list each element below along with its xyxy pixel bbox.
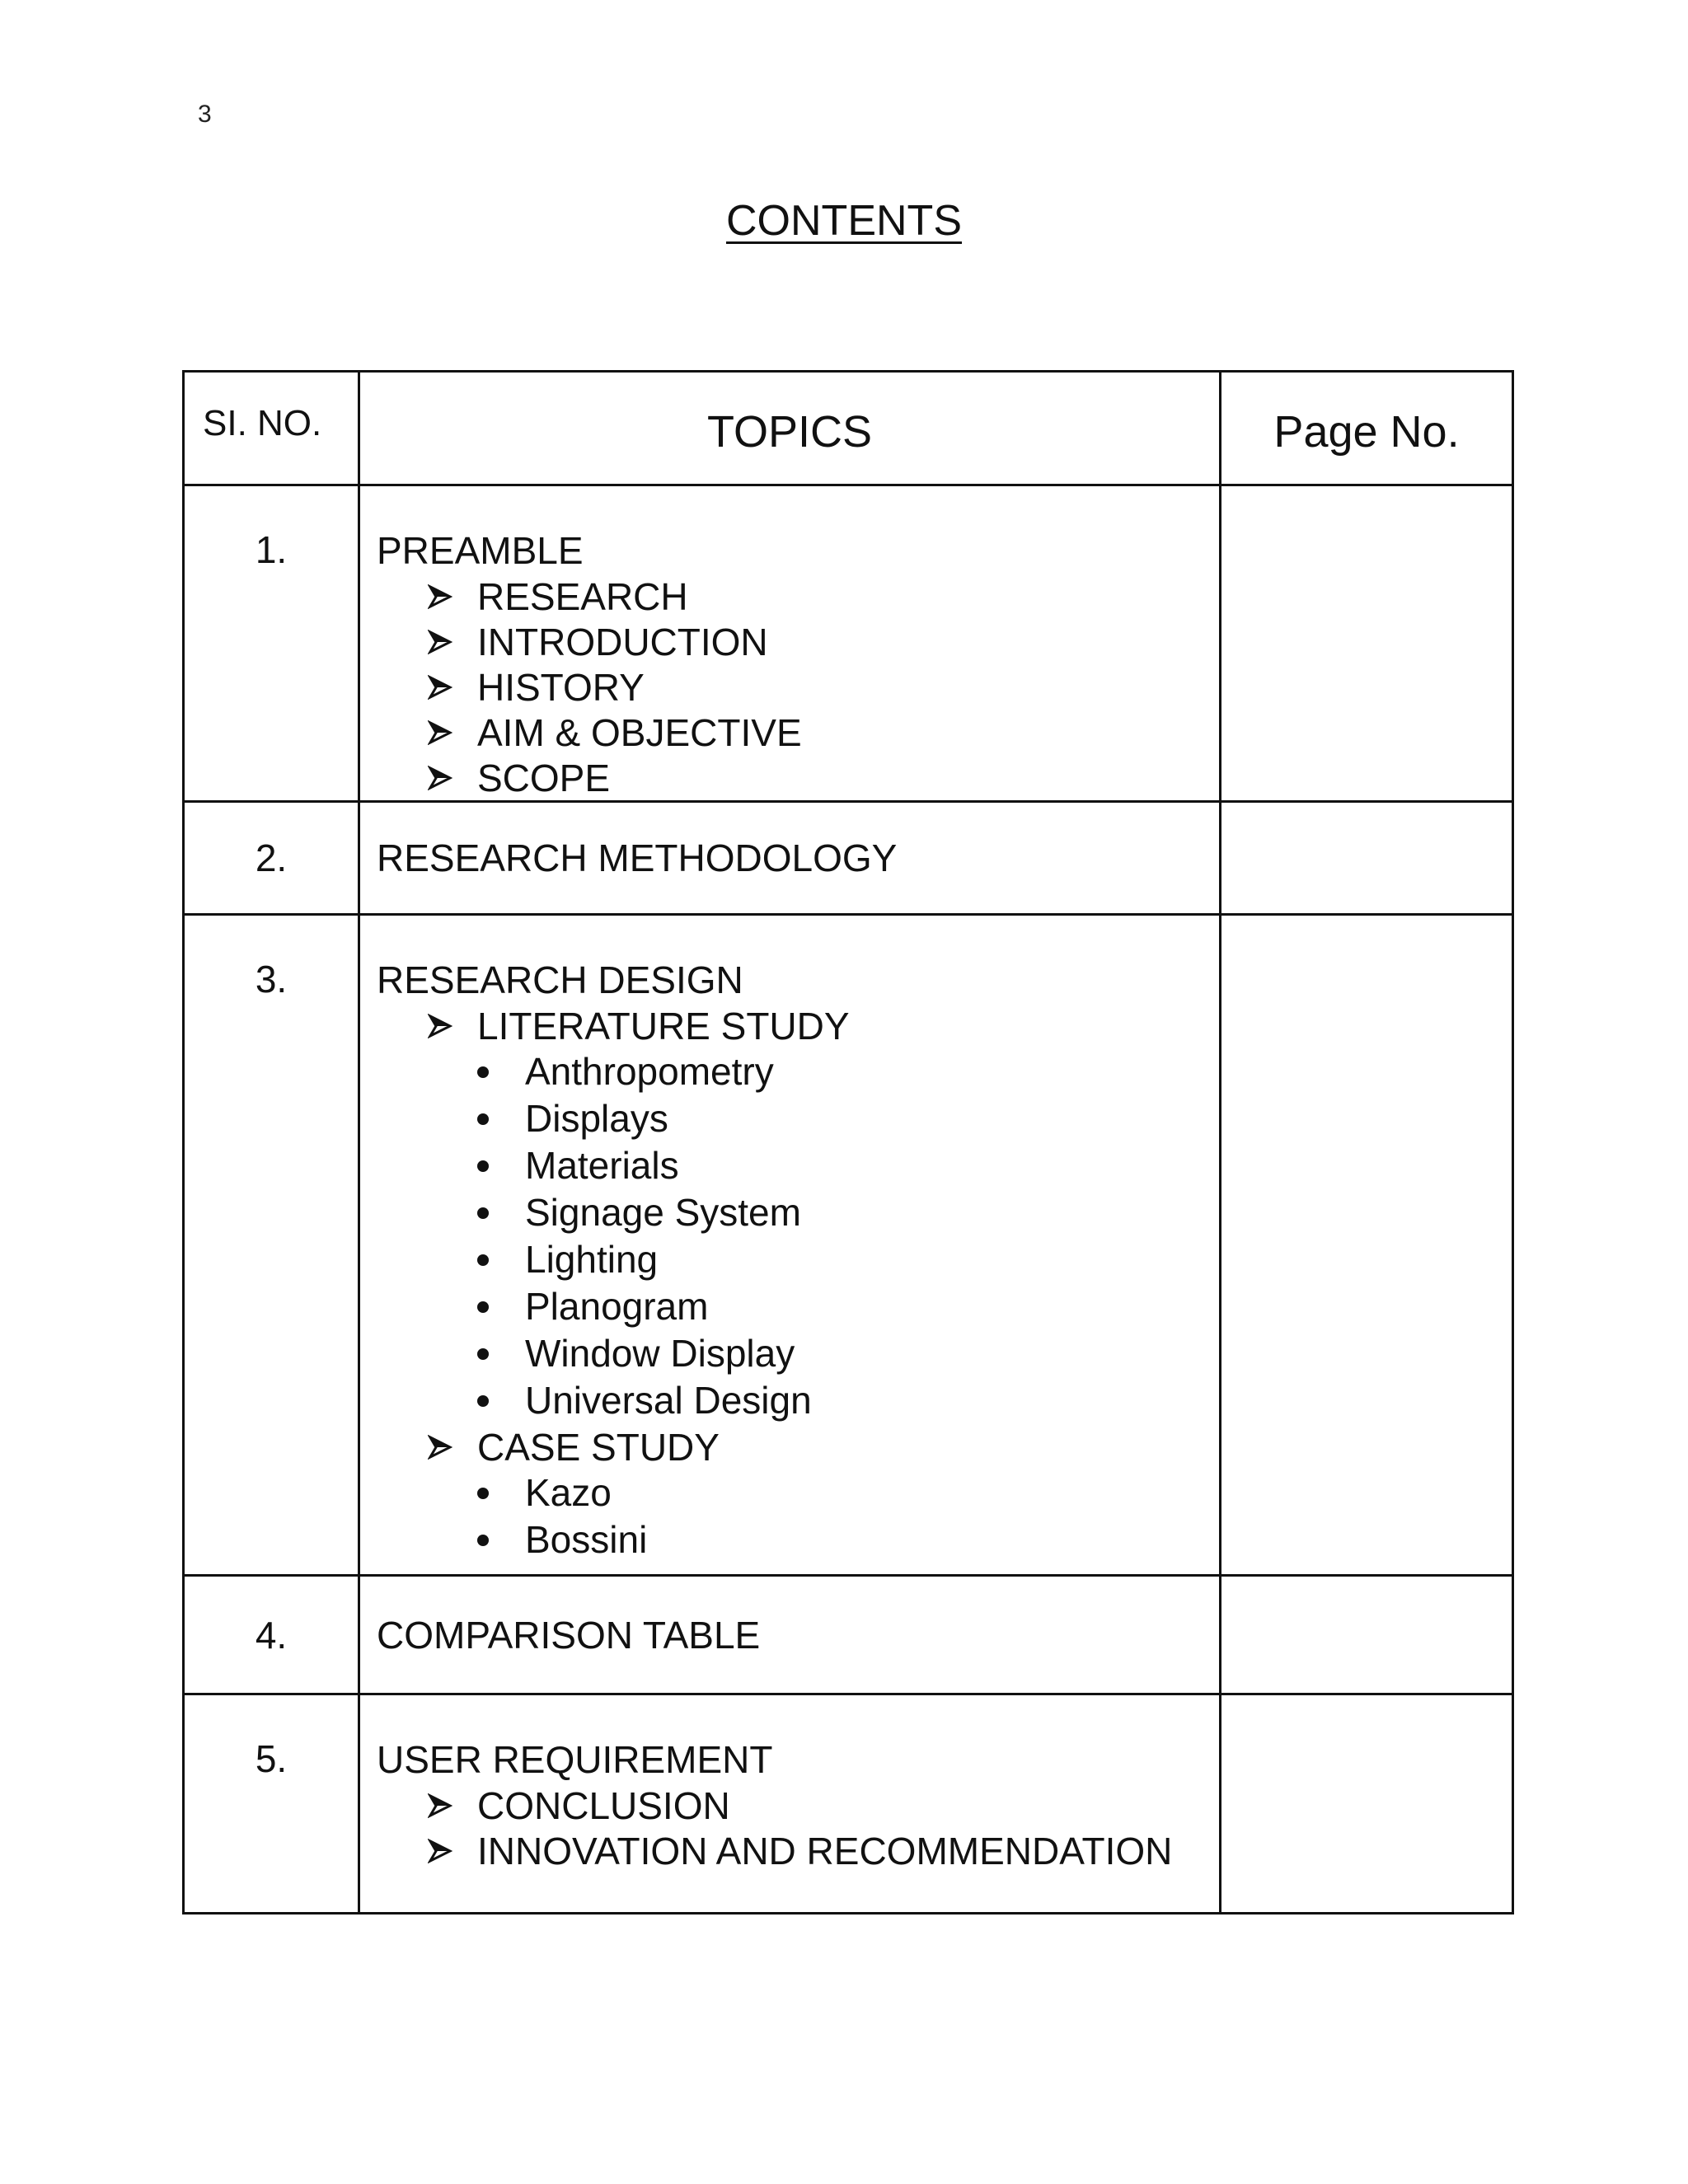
sl-number: 1. xyxy=(184,485,359,802)
table-row xyxy=(184,915,1513,1576)
table-row xyxy=(184,485,1513,802)
subtopic-label: CASE STUDY xyxy=(477,1426,720,1469)
round-bullet-icon xyxy=(476,1254,525,1266)
page-number-cell xyxy=(1221,915,1513,1576)
list-item xyxy=(476,1189,1211,1236)
arrowhead-bullet-icon xyxy=(428,584,477,609)
list-item xyxy=(476,1095,1211,1142)
main-topic: RESEARCH METHODOLOGY xyxy=(377,837,898,879)
list-item xyxy=(428,1783,1211,1828)
list-item xyxy=(476,1142,1211,1189)
sl-number: 4. xyxy=(184,1576,359,1694)
main-topic: PREAMBLE xyxy=(377,529,584,572)
list-item xyxy=(428,755,1211,800)
sl-number: 2. xyxy=(184,802,359,915)
contents-table xyxy=(182,370,1514,1915)
page-number-cell xyxy=(1221,1576,1513,1694)
table-header-row xyxy=(184,372,1513,485)
page-number-cell xyxy=(1221,485,1513,802)
page-number-cell xyxy=(1221,1694,1513,1914)
topic-cell xyxy=(359,1576,1221,1694)
subtopic-label: SCOPE xyxy=(477,757,611,799)
literature-study-list xyxy=(377,1048,1211,1424)
round-bullet-icon xyxy=(476,1207,525,1219)
table-row xyxy=(184,1576,1513,1694)
list-item xyxy=(428,619,1211,664)
header-topics-label: TOPICS xyxy=(706,406,873,457)
item-label: Bossini xyxy=(525,1518,648,1561)
subtopic-label: HISTORY xyxy=(477,666,645,709)
item-label: Planogram xyxy=(525,1285,709,1328)
topic-cell xyxy=(359,802,1221,915)
item-label: Lighting xyxy=(525,1238,659,1281)
arrowhead-bullet-icon xyxy=(428,630,477,654)
header-sl-no-label: SI. NO. xyxy=(203,402,322,443)
page-number: 3 xyxy=(198,101,212,128)
subtopic-label: INTRODUCTION xyxy=(477,621,768,663)
arrowhead-bullet-icon xyxy=(428,1014,477,1038)
round-bullet-icon xyxy=(476,1348,525,1360)
item-label: Materials xyxy=(525,1144,679,1187)
list-item xyxy=(428,1424,1211,1469)
list-item xyxy=(428,664,1211,710)
list-item xyxy=(476,1469,1211,1516)
list-item xyxy=(476,1377,1211,1424)
subtopic-label: AIM & OBJECTIVE xyxy=(477,711,802,754)
header-sl-no xyxy=(184,372,359,485)
arrowhead-bullet-icon xyxy=(428,675,477,700)
list-item xyxy=(476,1236,1211,1283)
arrowhead-bullet-icon xyxy=(428,766,477,790)
main-topic: RESEARCH DESIGN xyxy=(377,958,743,1001)
round-bullet-icon xyxy=(476,1535,525,1546)
subtopic-list xyxy=(377,1783,1211,1873)
list-item xyxy=(428,1828,1211,1873)
item-label: Anthropometry xyxy=(525,1050,774,1093)
item-label: Kazo xyxy=(525,1471,612,1514)
header-topics xyxy=(359,372,1221,485)
topic-cell xyxy=(359,1694,1221,1914)
page-number-cell xyxy=(1221,802,1513,915)
sl-number: 5. xyxy=(184,1694,359,1914)
subtopic-label: RESEARCH xyxy=(477,575,688,618)
subtopic-list xyxy=(377,1003,1211,1048)
list-item xyxy=(476,1283,1211,1330)
list-item xyxy=(428,710,1211,755)
subtopic-label: INNOVATION AND RECOMMENDATION xyxy=(477,1830,1173,1872)
item-label: Displays xyxy=(525,1097,668,1140)
round-bullet-icon xyxy=(476,1113,525,1125)
list-item xyxy=(428,574,1211,619)
topic-cell xyxy=(359,485,1221,802)
table-row xyxy=(184,802,1513,915)
table-row xyxy=(184,1694,1513,1914)
round-bullet-icon xyxy=(476,1488,525,1499)
topic-cell xyxy=(359,915,1221,1576)
subtopic-list xyxy=(377,574,1211,800)
subtopic-list xyxy=(377,1424,1211,1469)
subtopic-label: CONCLUSION xyxy=(477,1784,730,1827)
item-label: Universal Design xyxy=(525,1379,812,1422)
arrowhead-bullet-icon xyxy=(428,1793,477,1818)
list-item xyxy=(476,1048,1211,1095)
page-title: CONTENTS xyxy=(726,197,962,245)
round-bullet-icon xyxy=(476,1395,525,1407)
main-topic: USER REQUIREMENT xyxy=(377,1738,773,1781)
item-label: Signage System xyxy=(525,1191,801,1234)
round-bullet-icon xyxy=(476,1066,525,1078)
case-study-list xyxy=(377,1469,1211,1563)
header-page-no xyxy=(1221,372,1513,485)
sl-number: 3. xyxy=(184,915,359,1576)
list-item xyxy=(476,1516,1211,1563)
list-item xyxy=(476,1330,1211,1377)
arrowhead-bullet-icon xyxy=(428,1435,477,1460)
arrowhead-bullet-icon xyxy=(428,720,477,745)
item-label: Window Display xyxy=(525,1332,795,1375)
arrowhead-bullet-icon xyxy=(428,1839,477,1863)
subtopic-label: LITERATURE STUDY xyxy=(477,1005,850,1047)
header-page-no-label: Page No. xyxy=(1273,406,1460,457)
list-item xyxy=(428,1003,1211,1048)
round-bullet-icon xyxy=(476,1301,525,1313)
round-bullet-icon xyxy=(476,1160,525,1172)
main-topic: COMPARISON TABLE xyxy=(377,1613,761,1657)
